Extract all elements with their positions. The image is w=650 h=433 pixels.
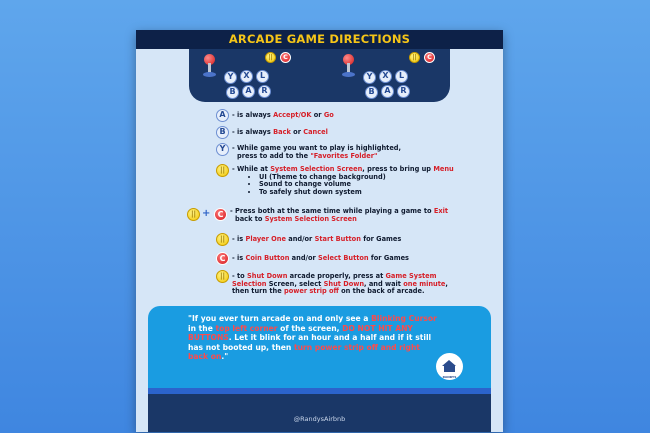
- x-button-icon: X: [379, 70, 392, 83]
- instruction-shutdown: - to Shut Down arcade properly, press at Game System Selection Screen, select Shut Down, and wait one minute, then turn the power strip off on the back of arcade.: [232, 272, 448, 296]
- joystick-base: [342, 72, 355, 77]
- house-icon: [444, 366, 455, 372]
- start-button-icon: ||: [216, 164, 229, 177]
- joystick-base: [203, 72, 216, 77]
- directions-card: [136, 30, 503, 432]
- coin-button-icon: C: [424, 52, 435, 63]
- logo-text: RANDYS: [442, 375, 457, 379]
- b-button-icon: B: [216, 126, 229, 139]
- y-button-icon: Y: [363, 71, 376, 84]
- plus-icon: +: [202, 208, 211, 219]
- r-button-icon: R: [258, 85, 271, 98]
- list-item: • Sound to change volume: [259, 181, 492, 189]
- control-panel-illustration: [189, 49, 450, 102]
- start-button-icon: ||: [216, 270, 229, 283]
- instruction-y: - While game you want to play is highlighted, press to add to the "Favorites Folder": [232, 144, 402, 160]
- start-button-icon: ||: [265, 52, 276, 63]
- social-handle: @RandysAirbnb: [293, 415, 346, 423]
- page-title: ARCADE GAME DIRECTIONS: [136, 30, 503, 49]
- a-button-icon: A: [381, 85, 394, 98]
- left-player-controls: [197, 49, 297, 102]
- instruction-start-menu: - While at System Selection Screen, press to bring up Menu • UI (Theme to change background) • Sound to change volume • To safely shut down system: [232, 166, 492, 196]
- y-button-icon: Y: [224, 71, 237, 84]
- l-button-icon: L: [256, 70, 269, 83]
- instruction-b: - is always Back or Cancel: [232, 128, 328, 136]
- a-button-icon: A: [242, 85, 255, 98]
- footer-strip: [148, 388, 491, 394]
- instruction-exit: - Press both at the same time while playing a game to Exit back to System Selection Screen: [230, 207, 448, 223]
- x-button-icon: X: [240, 70, 253, 83]
- start-button-icon: ||: [187, 208, 200, 221]
- start-button-icon: ||: [409, 52, 420, 63]
- coin-button-icon: C: [280, 52, 291, 63]
- y-button-icon: Y: [216, 143, 229, 156]
- r-button-icon: R: [397, 85, 410, 98]
- list-item: • To safely shut down system: [259, 189, 492, 197]
- instruction-a: - is always Accept/OK or Go: [232, 111, 334, 119]
- b-button-icon: B: [226, 86, 239, 99]
- randys-logo: [436, 353, 463, 380]
- instruction-coin: - is Coin Button and/or Select Button for Games: [232, 254, 409, 262]
- a-button-icon: A: [216, 109, 229, 122]
- footer: [148, 388, 491, 432]
- instruction-player-one: - is Player One and/or Start Button for Games: [232, 235, 402, 243]
- warning-note: "If you ever turn arcade on and only see a Blinking Cursor in the top left corner of the screen, DO NOT HIT ANY BUTTONS. Let it blink for an hour and a half and if it still has not booted up, then turn power strip off and right back on." RANDYS: [148, 306, 491, 388]
- start-button-icon: ||: [216, 233, 229, 246]
- right-player-controls: [336, 49, 436, 102]
- list-item: • UI (Theme to change background): [259, 174, 492, 182]
- menu-options-list: [248, 174, 492, 197]
- coin-button-icon: C: [216, 252, 229, 265]
- b-button-icon: B: [365, 86, 378, 99]
- l-button-icon: L: [395, 70, 408, 83]
- coin-button-icon: C: [214, 208, 227, 221]
